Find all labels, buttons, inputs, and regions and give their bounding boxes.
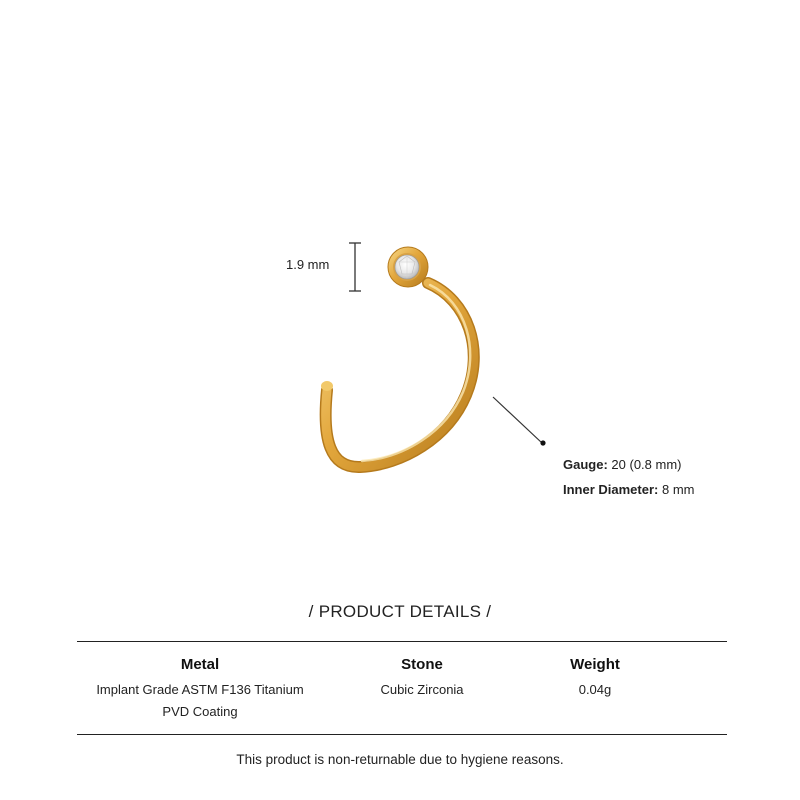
metal-heading: Metal bbox=[180, 656, 220, 673]
gauge-spec bbox=[563, 457, 682, 472]
return-policy-note: This product is non-returnable due to hygiene reasons. bbox=[236, 752, 564, 767]
gauge-value: 20 (0.8 mm) bbox=[611, 457, 682, 472]
inner-diameter-value: 8 mm bbox=[662, 482, 695, 497]
weight-value: 0.04g bbox=[578, 682, 612, 697]
ring-tail-end bbox=[321, 381, 333, 391]
details-divider-bottom bbox=[77, 734, 727, 735]
stone-size-label: 1.9 mm bbox=[286, 257, 330, 272]
ring-wire-highlight bbox=[362, 285, 470, 461]
dimension-bracket-icon bbox=[349, 243, 361, 291]
stone-value: Cubic Zirconia bbox=[380, 682, 464, 697]
inner-diameter-spec bbox=[563, 482, 695, 497]
ring-wire-shadow bbox=[326, 283, 474, 467]
stone-column bbox=[322, 656, 522, 701]
pointer-line-icon bbox=[493, 397, 546, 446]
weight-column bbox=[524, 656, 666, 701]
inner-diameter-label: Inner Diameter: bbox=[563, 482, 659, 497]
metal-value-line2: PVD Coating bbox=[162, 704, 238, 719]
weight-heading: Weight bbox=[570, 656, 620, 673]
gauge-label: Gauge: bbox=[563, 457, 608, 472]
details-divider-top bbox=[77, 641, 727, 642]
stone-heading: Stone bbox=[401, 656, 443, 673]
product-details-title: / PRODUCT DETAILS / bbox=[308, 602, 492, 621]
ring-wire bbox=[326, 283, 474, 467]
metal-column bbox=[80, 656, 320, 723]
metal-value-line1: Implant Grade ASTM F136 Titanium bbox=[96, 682, 304, 697]
